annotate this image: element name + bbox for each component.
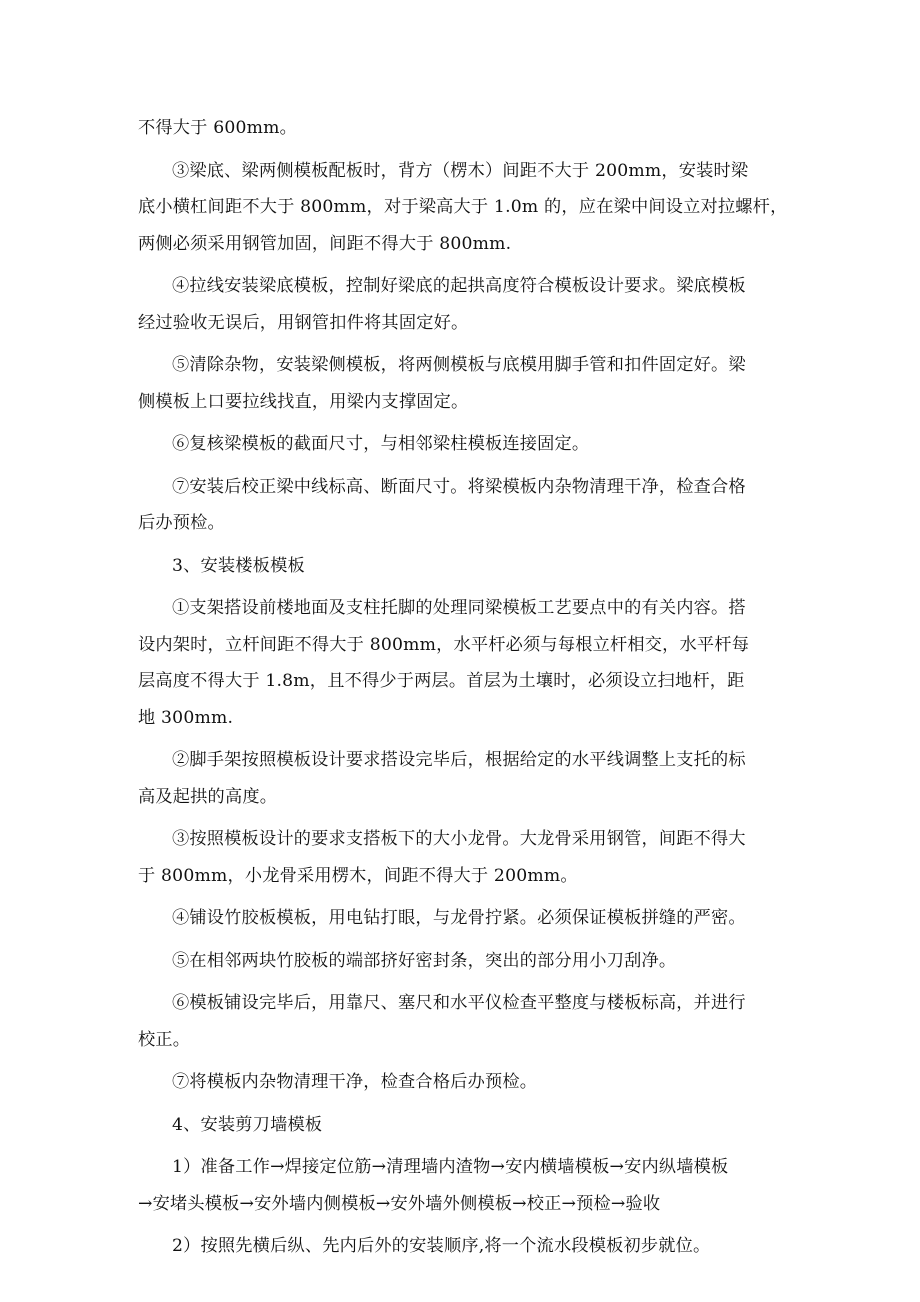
text-line: 底小横杠间距不大于 800mm，对于梁高大于 1.0m 的，应在梁中间设立对拉螺杆， <box>138 197 788 217</box>
text-line: 4、安装剪刀墙模板 <box>172 1114 323 1135</box>
paragraph <box>138 1228 782 1265</box>
text-line: ⑥模板铺设完毕后，用靠尺、塞尺和水平仪检查平整度与楼板标高，并进行 <box>172 993 746 1013</box>
text-line: 地 300mm. <box>138 707 234 728</box>
text-line: 层高度不得大于 1.8m，且不得少于两层。首层为土壤时，必须设立扫地杆，距 <box>138 671 745 691</box>
text-line: 高及起拱的高度。 <box>138 786 278 807</box>
text-line: ④拉线安装梁底模板，控制好梁底的起拱高度符合模板设计要求。梁底模板 <box>172 276 746 296</box>
paragraph <box>138 821 782 894</box>
text-line: ③梁底、梁两侧模板配板时，背方（楞木）间距不大于 200mm，安装时梁 <box>172 160 749 181</box>
text-line: ①支架搭设前楼地面及支柱托脚的处理同梁模板工艺要点中的有关内容。搭 <box>172 598 746 618</box>
paragraph <box>138 985 782 1058</box>
text-line: ②脚手架按照模板设计要求搭设完毕后，根据给定的水平线调整上支托的标 <box>172 750 746 770</box>
paragraph <box>138 742 782 815</box>
text-line: 侧模板上口要拉线找直，用梁内支撑固定。 <box>138 391 469 412</box>
paragraph <box>138 943 782 980</box>
text-line: 两侧必须采用钢管加固，间距不得大于 800mm. <box>138 233 512 254</box>
paragraph <box>138 469 782 542</box>
text-line: 1）准备工作→焊接定位筋→清理墙内渣物→安内横墙模板→安内纵墙模板 <box>172 1157 729 1177</box>
text-line: ③按照模板设计的要求支搭板下的大小龙骨。大龙骨采用钢管，间距不得大 <box>172 829 746 849</box>
text-line: ⑥复核梁模板的截面尺寸，与相邻梁柱模板连接固定。 <box>172 434 590 454</box>
text-line: →安堵头模板→安外墙内侧模板→安外墙外侧模板→校正→预检→验收 <box>138 1193 661 1214</box>
paragraph <box>138 1149 782 1222</box>
text-line: ⑦将模板内杂物清理干净，检查合格后办预检。 <box>172 1072 538 1092</box>
text-line: 不得大于 600mm。 <box>138 118 298 138</box>
text-line: 校正。 <box>138 1029 191 1050</box>
text-line: ④铺设竹胶板模板，用电钻打眼，与龙骨拧紧。必须保证模板拼缝的严密。 <box>172 908 746 928</box>
text-line: 于 800mm，小龙骨采用楞木，间距不得大于 200mm。 <box>138 865 578 886</box>
text-line: ⑦安装后校正梁中线标高、断面尺寸。将梁模板内杂物清理干净，检查合格 <box>172 476 746 497</box>
paragraph <box>138 1107 782 1144</box>
text-line: ⑤清除杂物，安装梁侧模板，将两侧模板与底模用脚手管和扣件固定好。梁 <box>172 355 746 375</box>
paragraph <box>138 153 788 263</box>
paragraph <box>138 548 782 585</box>
text-line: 设内架时，立杆间距不得大于 800mm，水平杆必须与每根立杆相交，水平杆每 <box>138 634 750 655</box>
text-line: 2）按照先横后纵、先内后外的安装顺序,将一个流水段模板初步就位。 <box>172 1236 711 1256</box>
paragraph <box>138 426 782 463</box>
paragraph <box>138 900 782 937</box>
paragraph <box>138 1064 782 1101</box>
document-body <box>138 110 788 1271</box>
paragraph <box>138 590 782 736</box>
text-line: 3、安装楼板模板 <box>172 555 305 576</box>
paragraph <box>138 110 782 147</box>
paragraph <box>138 268 782 341</box>
paragraph <box>138 347 782 420</box>
text-line: ⑤在相邻两块竹胶板的端部挤好密封条，突出的部分用小刀刮净。 <box>172 950 677 971</box>
text-line: 经过验收无误后，用钢管扣件将其固定好。 <box>138 312 469 333</box>
text-line: 后办预检。 <box>138 513 225 533</box>
